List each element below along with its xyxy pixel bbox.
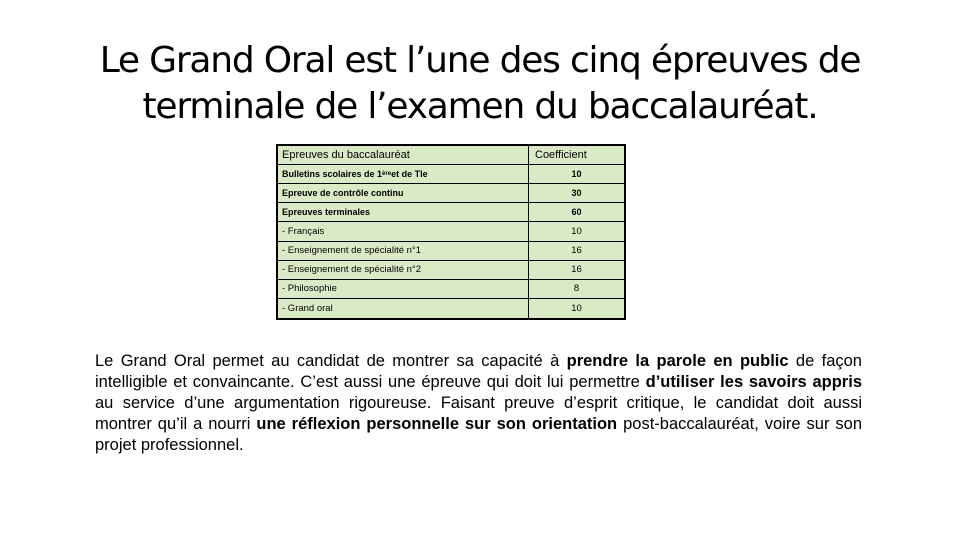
page-title: [40, 38, 920, 130]
exam-coefficients-table: [276, 144, 626, 320]
table-row-label: Bulletins scolaires de 1 ère et de Tle: [278, 165, 529, 184]
table-row-label: - Grand oral: [278, 299, 529, 318]
table-row-value: 10: [529, 222, 624, 241]
table-header-epreuves: Epreuves du baccalauréat: [278, 146, 529, 165]
table-header-coefficient: Coefficient: [529, 146, 624, 165]
highlight-text: prendre la parole en public: [566, 352, 789, 370]
table-row-label: Epreuve de contrôle continu: [278, 184, 529, 203]
table-row-label: - Français: [278, 222, 529, 241]
table-row-value: 16: [529, 261, 624, 280]
table-row-value: 10: [571, 302, 582, 314]
table-row-label: Epreuves terminales: [278, 203, 529, 222]
table-row-value: 10: [529, 165, 624, 184]
table-row-label: - Enseignement de spécialité n°2: [278, 261, 529, 280]
table-row-value: 30: [529, 184, 624, 203]
table-row-value: 16: [529, 242, 624, 261]
title-line-1: Le Grand Oral est l’une des cinq épreuves de: [99, 40, 861, 81]
table-row-value: 60: [529, 203, 624, 222]
description-paragraph: Le Grand Oral permet au candidat de montrer sa capacité à prendre la parole en public de façon intelligible et convaincante. C’est aussi une épreuve qui doit lui permettre d’utiliser les savoirs appris au service d’une argumentation rigoureuse. Faisant preuve d’esprit critique, le candidat doit aussi montrer qu’il a nourri une réflexion personnelle sur son orientation post-baccalauréat, voire sur son projet professionnel.: [95, 352, 862, 454]
highlight-text: une réflexion personnelle sur son orientation: [256, 415, 618, 433]
highlight-text: d’utiliser les savoirs appris: [645, 373, 862, 391]
table-row-label: - Philosophie: [278, 280, 529, 299]
title-line-2: terminale de l’examen du baccalauréat.: [142, 86, 818, 127]
table-row-label: - Enseignement de spécialité n°1: [278, 242, 529, 261]
table-row-value: 8: [529, 280, 624, 299]
